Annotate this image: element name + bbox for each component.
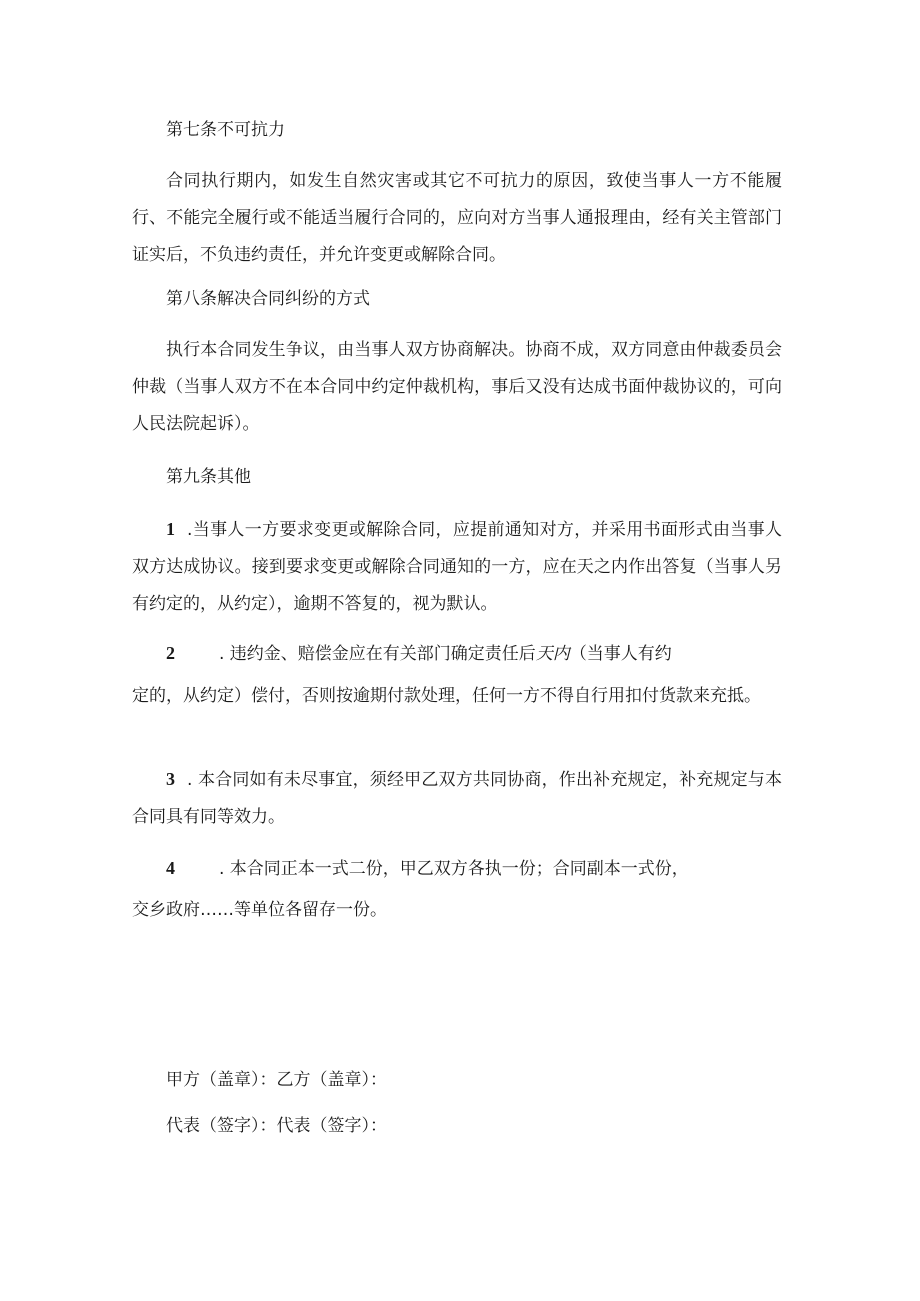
article9-item-1 [132, 511, 782, 623]
item-number: 4 [166, 858, 175, 878]
item-text: .当事人一方要求变更或解除合同，应提前通知对方，并采用书面形式由当事人双方达成协议。接到要求变更或解除合同通知的一方，应在天之内作出答复（当事人另有约定的，从约定），逾期不答复的，视为默认。 [132, 520, 782, 614]
item-number: 3 [166, 769, 175, 789]
article7-body: 合同执行期内，如发生自然灾害或其它不可抗力的原因，致使当事人一方不能履行、不能完全履行或不能适当履行合同的，应向对方当事人通报理由，经有关主管部门证实后，不负违约责任，并允许变更或解除合同。 [132, 171, 782, 265]
article9-heading: 第九条其他 [166, 467, 251, 487]
article8-body: 执行本合同发生争议，由当事人双方协商解决。协商不成，双方同意由仲裁委员会仲裁（当事人双方不在本合同中约定仲裁机构，事后又没有达成书面仲裁协议的，可向人民法院起诉）。 [132, 340, 782, 434]
item-text: . 本合同如有未尽事宜，须经甲乙双方共同协商，作出补充规定，补充规定与本合同具有同等效力。 [132, 770, 782, 827]
article9-item-4-line2: 交乡政府……等单位各留存一份。 [132, 900, 387, 920]
sign-line: 代表（签字）：代表（签字）： [166, 1116, 387, 1136]
article9-item-2-line1 [166, 643, 672, 664]
item-number: 1 [166, 519, 175, 539]
article8-heading: 第八条解决合同纠纷的方式 [166, 289, 370, 309]
item-text: . 本合同正本一式二份，甲乙双方各执一份；合同副本一式份， [219, 859, 689, 879]
article9-item-3 [132, 761, 782, 836]
item-number: 2 [166, 643, 175, 663]
article9-item-2-rest: 定的，从约定）偿付，否则按逾期付款处理，任何一方不得自行用扣付货款来充抵。 [132, 686, 761, 706]
item-text-em: 天内 [535, 644, 570, 664]
article9-item-4-line1 [166, 858, 689, 879]
seal-line: 甲方（盖章）：乙方（盖章）： [166, 1070, 387, 1090]
article7-heading: 第七条不可抗力 [166, 120, 285, 140]
item-text-a: . 违约金、赔偿金应在有关部门确定责任后 [219, 644, 536, 664]
item-text-b: （当事人有约 [569, 644, 672, 664]
